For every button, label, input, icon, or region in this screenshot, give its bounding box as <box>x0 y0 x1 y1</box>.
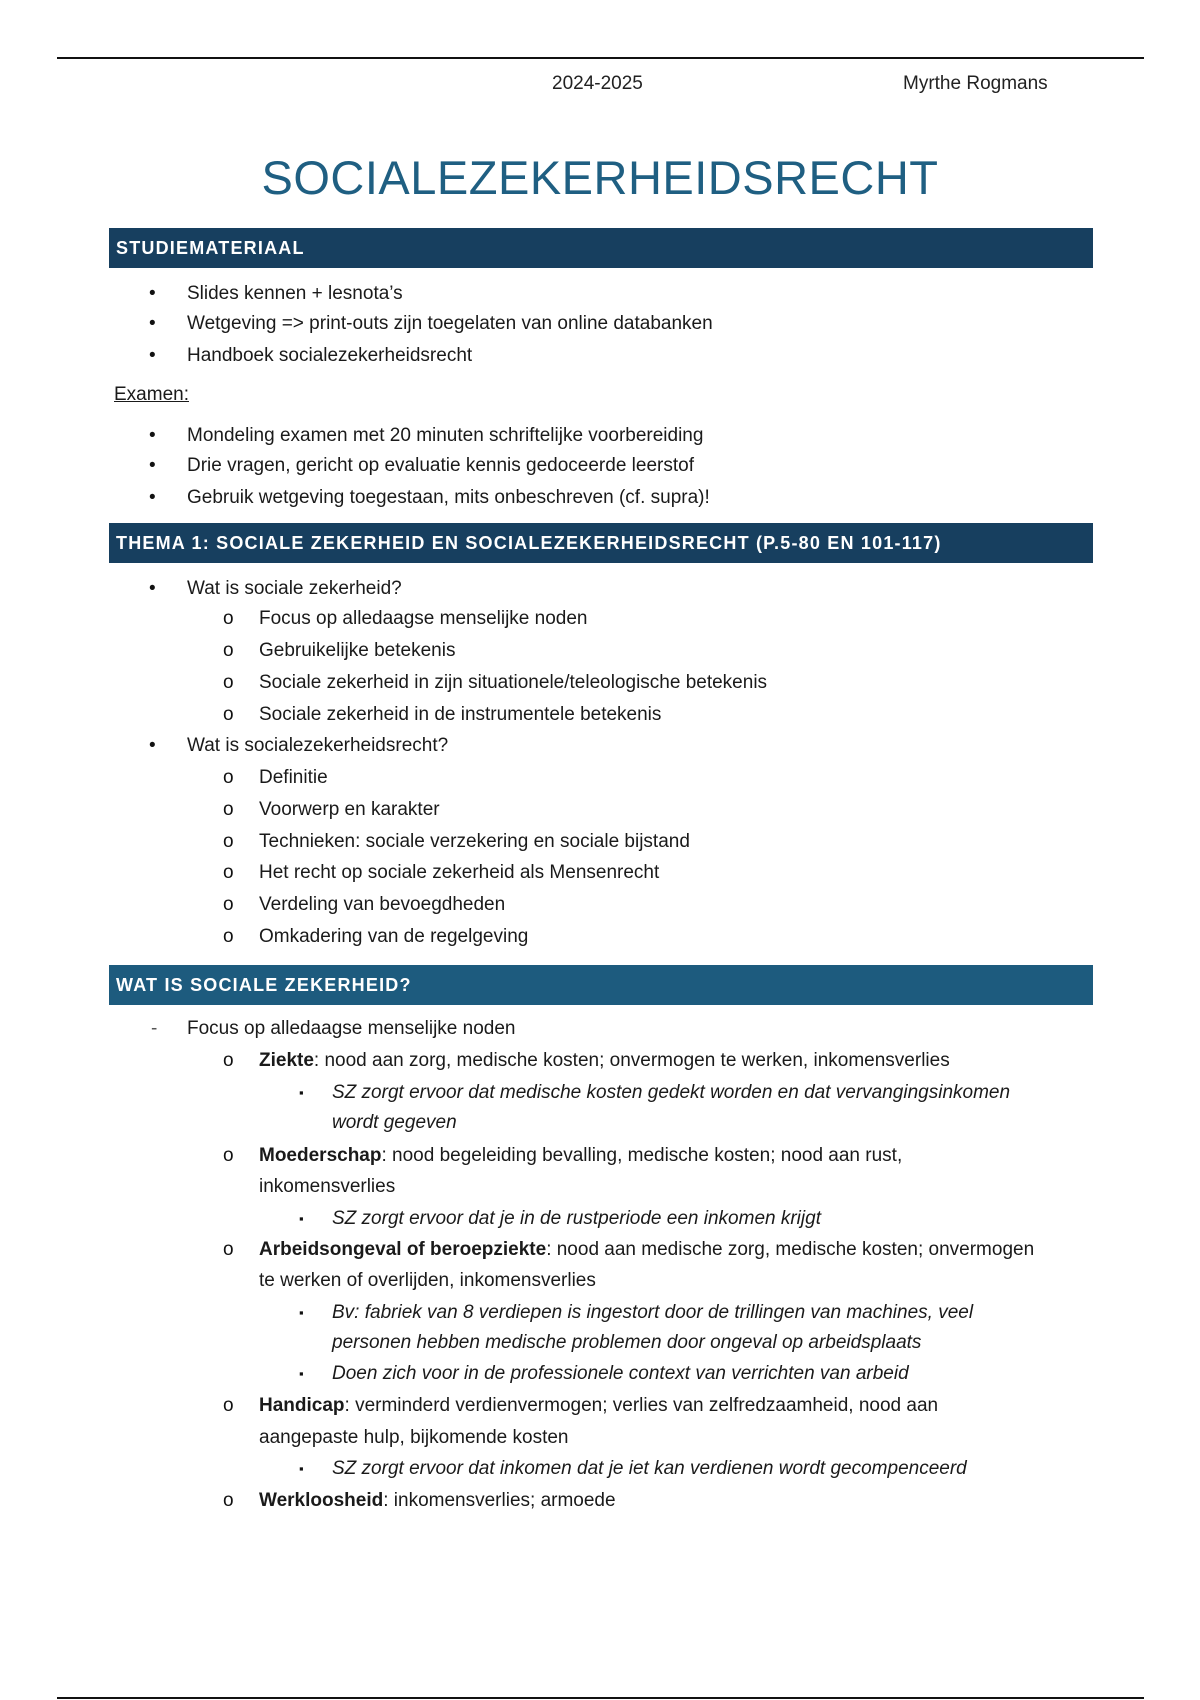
sub-list-item-handicap <box>259 1394 938 1418</box>
bullet-marker: • <box>149 487 156 508</box>
bullet-marker: • <box>149 313 156 334</box>
circle-marker: o <box>223 1490 234 1511</box>
sub-list-item-ziekte <box>259 1049 950 1073</box>
top-rule <box>57 57 1144 59</box>
list-item: Slides kennen + lesnota’s <box>187 283 403 304</box>
list-item: Drie vragen, gericht op evaluatie kennis gedoceerde leerstof <box>187 455 694 476</box>
bullet-marker: • <box>149 283 156 304</box>
dash-marker: - <box>151 1018 158 1039</box>
term-text: : nood aan medische zorg, medische kosten; onvermogen <box>546 1239 1035 1260</box>
note-line: SZ zorgt ervoor dat medische kosten gedekt worden en dat vervangingsinkomen <box>332 1082 1011 1103</box>
circle-marker: o <box>223 926 234 947</box>
header-author: Myrthe Rogmans <box>903 73 1048 94</box>
circle-marker: o <box>223 767 234 788</box>
note-line: SZ zorgt ervoor dat inkomen dat je iet kan verdienen wordt gecompenceerd <box>332 1458 967 1479</box>
term-ziekte: Ziekte <box>259 1050 314 1071</box>
term-text-continued: aangepaste hulp, bijkomende kosten <box>259 1427 569 1448</box>
term-werkloosheid: Werkloosheid <box>259 1490 384 1511</box>
circle-marker: o <box>223 640 234 661</box>
list-item: Handboek socialezekerheidsrecht <box>187 345 473 366</box>
square-marker: ▪ <box>299 1305 304 1320</box>
list-item: Gebruik wetgeving toegestaan, mits onbeschreven (cf. supra)! <box>187 487 710 508</box>
section-wat-is-sociale-zekerheid: WAT IS SOCIALE ZEKERHEID? <box>109 965 1093 1005</box>
square-marker: ▪ <box>299 1211 304 1226</box>
note-line: personen hebben medische problemen door ongeval op arbeidsplaats <box>332 1332 922 1353</box>
note-line: SZ zorgt ervoor dat je in de rustperiode een inkomen krijgt <box>332 1208 821 1229</box>
header-year: 2024-2025 <box>552 73 643 94</box>
term-moederschap: Moederschap <box>259 1145 382 1166</box>
circle-marker: o <box>223 862 234 883</box>
circle-marker: o <box>223 704 234 725</box>
circle-marker: o <box>223 1395 234 1416</box>
bullet-marker: • <box>149 578 156 599</box>
circle-marker: o <box>223 1145 234 1166</box>
term-text: : nood begeleiding bevalling, medische kosten; nood aan rust, <box>381 1145 903 1166</box>
square-marker: ▪ <box>299 1085 304 1100</box>
sub-list-item: Technieken: sociale verzekering en sociale bijstand <box>259 831 690 852</box>
term-arbeidsongeval: Arbeidsongeval of beroepziekte <box>259 1239 547 1260</box>
list-item: Focus op alledaagse menselijke noden <box>187 1018 516 1039</box>
sub-list-item: Voorwerp en karakter <box>259 799 440 820</box>
square-marker: ▪ <box>299 1366 304 1381</box>
circle-marker: o <box>223 608 234 629</box>
sub-list-item: Sociale zekerheid in zijn situationele/teleologische betekenis <box>259 672 768 693</box>
term-text: : inkomensverlies; armoede <box>383 1490 616 1511</box>
bullet-marker: • <box>149 455 156 476</box>
circle-marker: o <box>223 831 234 852</box>
sub-list-item-arbeidsongeval <box>259 1238 1034 1262</box>
sub-list-item-moederschap <box>259 1144 902 1168</box>
section-studiemateriaal: STUDIEMATERIAAL <box>109 228 1093 268</box>
note-line: Doen zich voor in de professionele context van verrichten van arbeid <box>332 1363 909 1384</box>
circle-marker: o <box>223 799 234 820</box>
bottom-rule <box>57 1697 1144 1699</box>
sub-list-item: Gebruikelijke betekenis <box>259 640 456 661</box>
note-line: wordt gegeven <box>332 1112 457 1133</box>
section-thema-1: THEMA 1: SOCIALE ZEKERHEID EN SOCIALEZEKERHEIDSRECHT (P.5-80 EN 101-117) <box>109 523 1093 563</box>
note-line: Bv: fabriek van 8 verdiepen is ingestort door de trillingen van machines, veel <box>332 1302 974 1323</box>
sub-list-item: Definitie <box>259 767 328 788</box>
term-text: : verminderd verdienvermogen; verlies van zelfredzaamheid, nood aan <box>344 1395 939 1416</box>
sub-list-item: Omkadering van de regelgeving <box>259 926 529 947</box>
exam-label: Examen: <box>114 384 189 405</box>
document-title: SOCIALEZEKERHEIDSRECHT <box>261 151 939 204</box>
circle-marker: o <box>223 894 234 915</box>
list-item: Wetgeving => print-outs zijn toegelaten van online databanken <box>187 313 713 334</box>
list-item: Wat is sociale zekerheid? <box>187 578 402 599</box>
square-marker: ▪ <box>299 1461 304 1476</box>
sub-list-item: Focus op alledaagse menselijke noden <box>259 608 588 629</box>
circle-marker: o <box>223 1050 234 1071</box>
bullet-marker: • <box>149 345 156 366</box>
sub-list-item: Verdeling van bevoegdheden <box>259 894 506 915</box>
term-text-continued: inkomensverlies <box>259 1176 396 1197</box>
sub-list-item: Sociale zekerheid in de instrumentele betekenis <box>259 704 662 725</box>
circle-marker: o <box>223 1239 234 1260</box>
bullet-marker: • <box>149 735 156 756</box>
bullet-marker: • <box>149 425 156 446</box>
circle-marker: o <box>223 672 234 693</box>
list-item: Mondeling examen met 20 minuten schriftelijke voorbereiding <box>187 425 704 446</box>
list-item: Wat is socialezekerheidsrecht? <box>187 735 449 756</box>
term-handicap: Handicap <box>259 1395 345 1416</box>
term-text-continued: te werken of overlijden, inkomensverlies <box>259 1270 596 1291</box>
sub-list-item-werkloosheid <box>259 1489 616 1513</box>
sub-list-item: Het recht op sociale zekerheid als Mensenrecht <box>259 862 660 883</box>
term-text: : nood aan zorg, medische kosten; onvermogen te werken, inkomensverlies <box>313 1050 950 1071</box>
